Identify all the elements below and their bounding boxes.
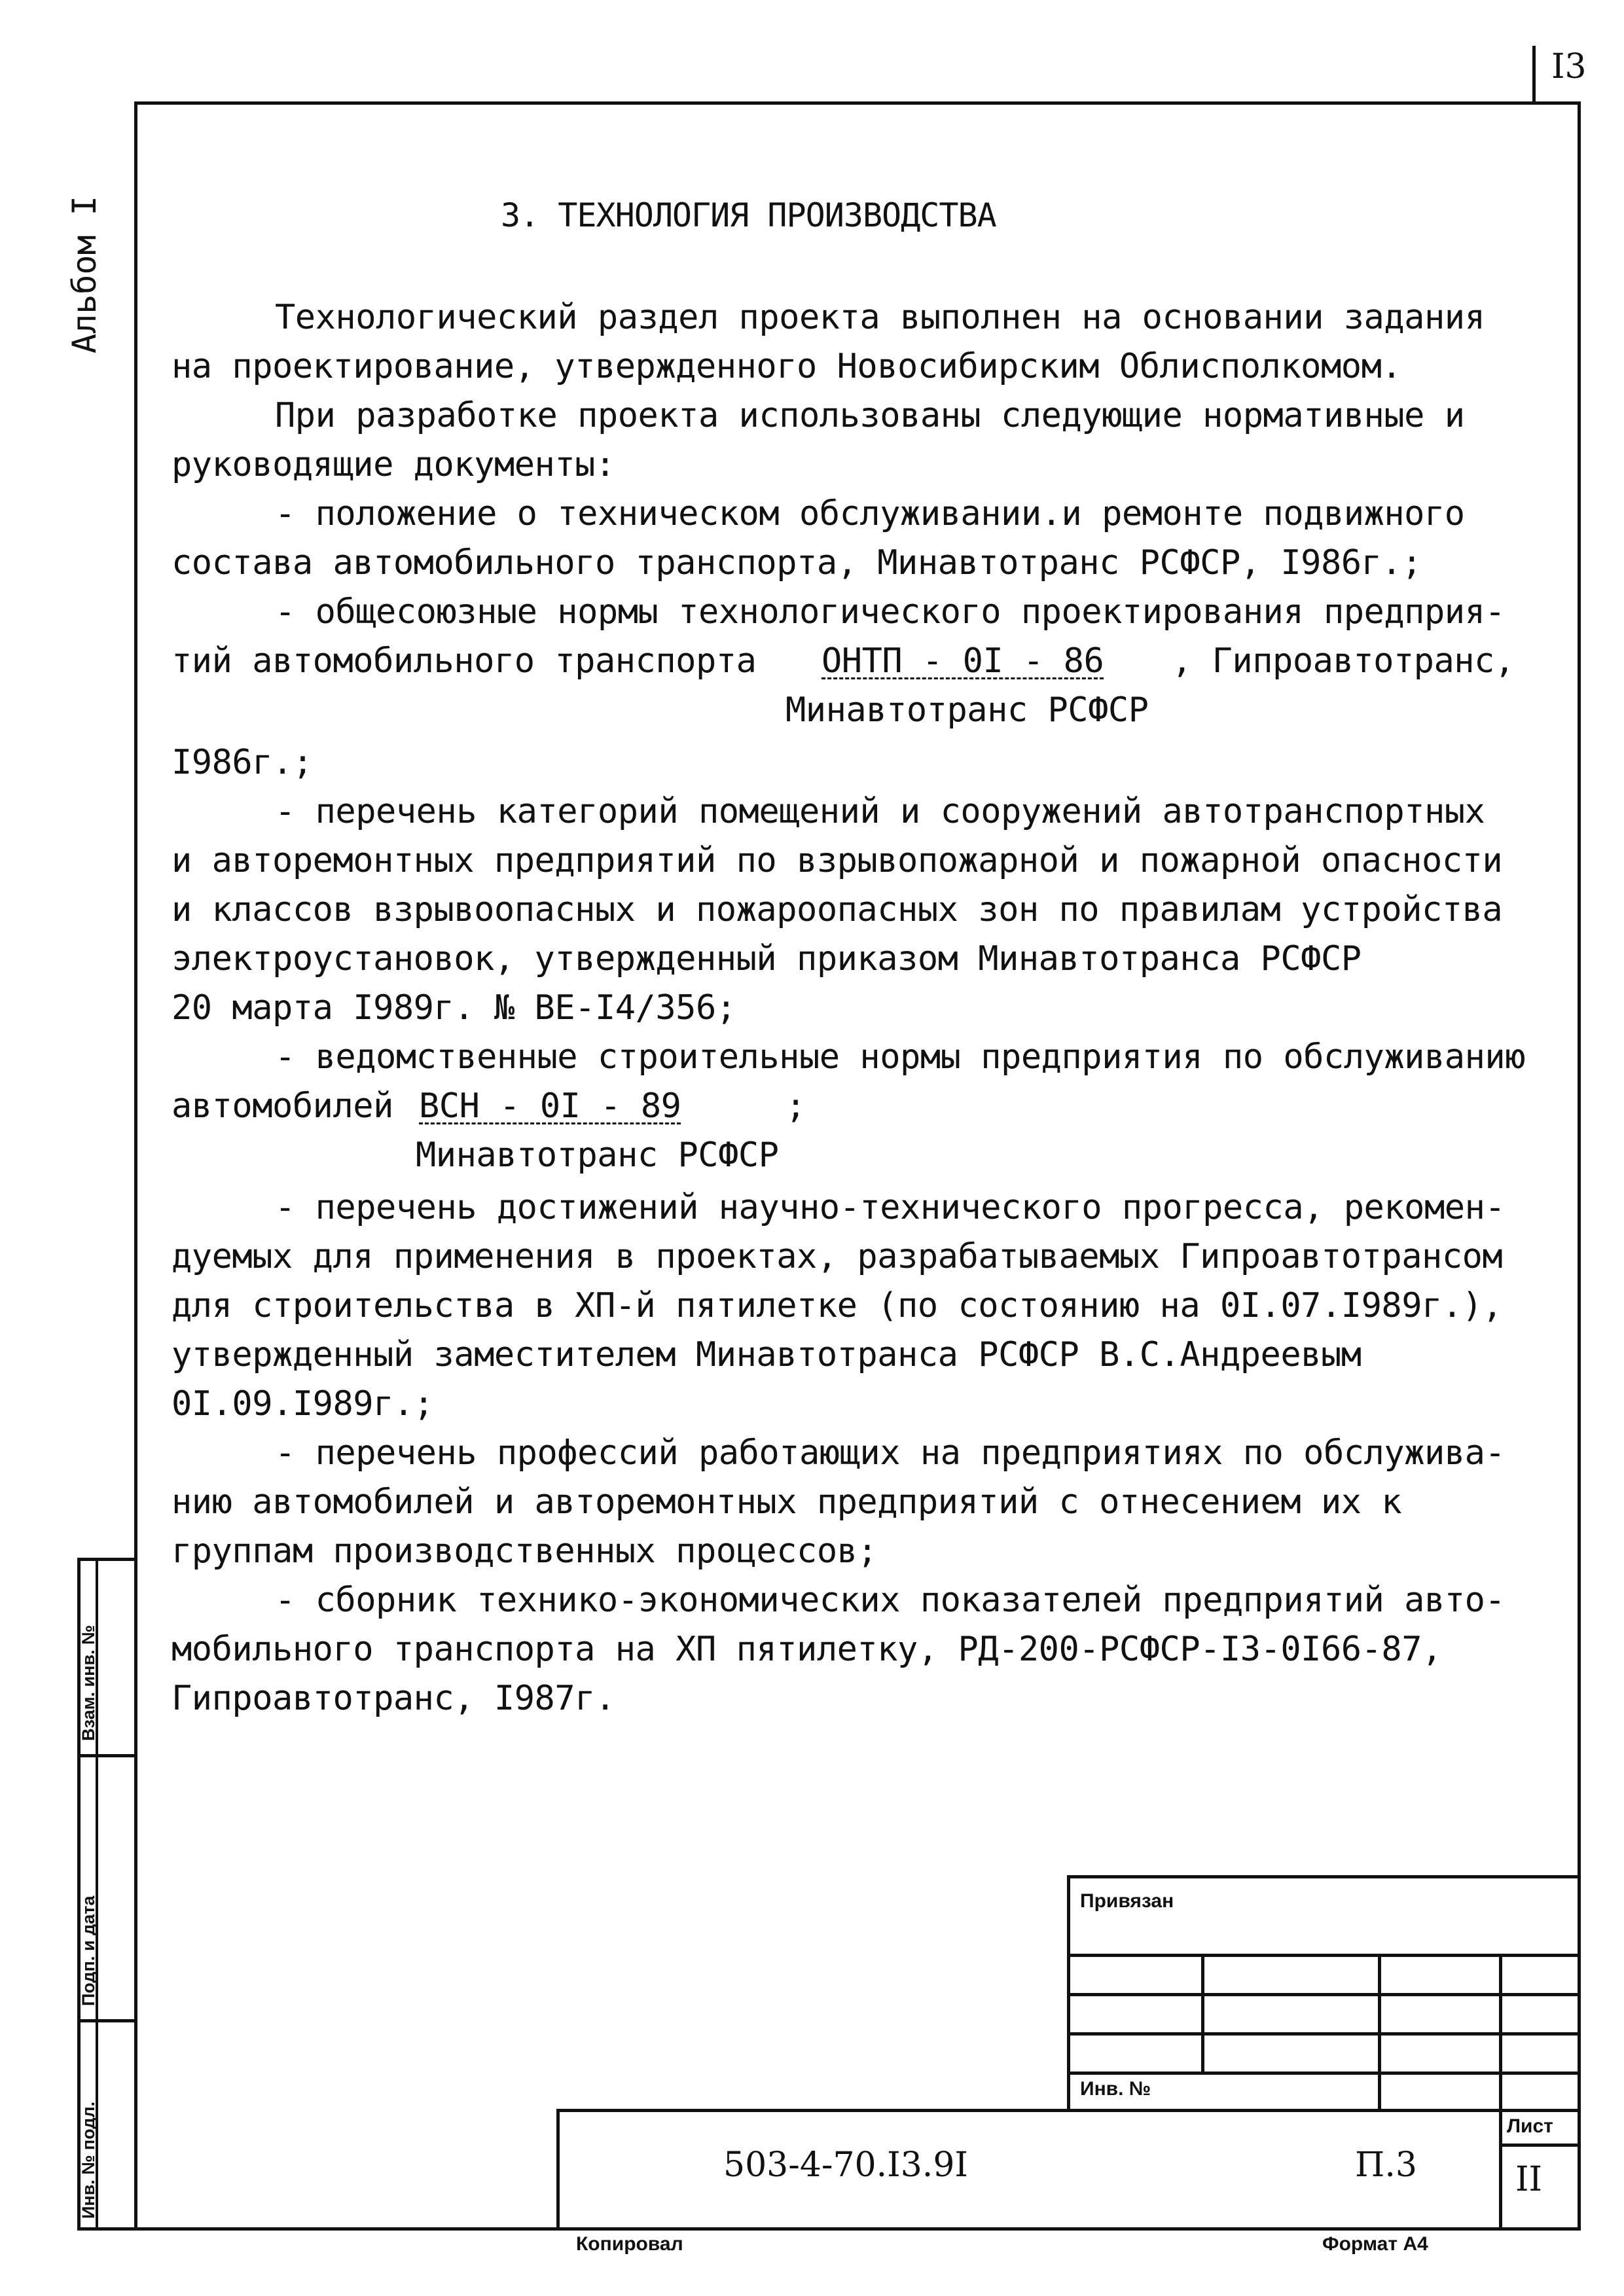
section-code: П.3	[1355, 2145, 1417, 2185]
text-line: состава автомобильного транспорта, Минавтотранс РСФСР, I986г.;	[171, 543, 1422, 583]
text-line: для строительства в ХП-й пятилетке (по состоянию на 0I.07.I989г.),	[171, 1286, 1503, 1325]
text-line: - сборник технико-экономических показателей предприятий авто-	[275, 1581, 1506, 1620]
text-line: - перечень профессий работающих на предприятиях по обслужива-	[275, 1433, 1506, 1473]
sheet-number: II	[1515, 2160, 1543, 2199]
inv-podl-label: Инв. № подл.	[79, 2101, 98, 2219]
stamp-rule	[1067, 1993, 1581, 1996]
text-line: 20 марта I989г. № ВЕ-I4/356;	[171, 988, 736, 1028]
stamp-rule	[556, 2109, 1581, 2112]
inv-no-label: Инв. №	[1080, 2078, 1151, 2100]
stamp-rule	[1067, 1954, 1581, 1957]
text-line: мобильного транспорта на ХП пятилетку, РД-200-РСФСР-I3-0I66-87,	[171, 1630, 1442, 1669]
stamp-rule	[1067, 1875, 1581, 1878]
side-stamp-rule	[77, 2019, 134, 2022]
text-line: на проектирование, утвержденного Новосибирским Облисполкомом.	[171, 347, 1402, 386]
stamp-rule	[1067, 2032, 1581, 2036]
text-line: электроустановок, утвержденный приказом Минавтотранса РСФСР	[171, 939, 1362, 978]
text-line: 0I.09.I989г.;	[171, 1384, 434, 1424]
doc-code: 503-4-70.I3.9I	[723, 2145, 968, 2185]
sheet-label: Лист	[1507, 2115, 1553, 2137]
text-line: автомобилей	[171, 1086, 393, 1126]
side-stamp-rule	[77, 1754, 134, 1757]
stamp-rule	[1499, 1954, 1502, 2229]
text-line: утвержденный заместителем Минавтотранса РСФСР В.С.Андреевым	[171, 1335, 1362, 1374]
stamp-rule	[1378, 1954, 1381, 2111]
album-label: Альбом I	[65, 196, 103, 353]
text-line: , Гипроавтотранс,	[1172, 641, 1515, 681]
text-line: руководящие документы:	[171, 445, 615, 484]
text-line: При разработке проекта использованы следующие нормативные и	[275, 396, 1465, 435]
text-line: I986г.;	[171, 743, 313, 782]
text-line: Гипроавтотранс, I987г.	[171, 1679, 615, 1718]
text-line: ;	[785, 1086, 806, 1126]
text-line: - перечень категорий помещений и сооружений автотранспортных	[275, 792, 1485, 831]
text-line: и авторемонтных предприятий по взрывопожарной и пожарной опасности	[171, 841, 1503, 880]
norm-code-vsn: ВСН - 0I - 89	[419, 1086, 681, 1126]
text-line: дуемых для применения в проектах, разрабатываемых Гипроавтотрансом	[171, 1237, 1503, 1276]
podp-data-label: Подп. и дата	[79, 1895, 98, 2006]
text-line: нию автомобилей и авторемонтных предприятий с отнесением их к	[171, 1482, 1402, 1522]
text-line: - ведомственные строительные нормы предприятия по обслуживанию	[275, 1037, 1526, 1077]
stamp-rule	[1067, 2072, 1581, 2075]
stamp-rule	[1499, 2144, 1581, 2147]
page-number: I3	[1551, 47, 1587, 86]
norm-issuer: Минавтотранс РСФСР	[416, 1136, 779, 1175]
text-line: группам производственных процессов;	[171, 1532, 878, 1571]
stamp-rule	[556, 2109, 560, 2231]
vzam-inv-label: Взам. инв. №	[79, 1624, 98, 1741]
text-line: - положение о техническом обслуживании.и ремонте подвижного	[275, 494, 1465, 533]
copied-label: Копировал	[576, 2233, 683, 2255]
norm-code-ontp: ОНТП - 0I - 86	[821, 641, 1104, 681]
format-label: Формат А4	[1322, 2233, 1428, 2255]
norm-issuer: Минавтотранс РСФСР	[785, 691, 1149, 730]
text-line: Технологический раздел проекта выполнен на основании задания	[275, 298, 1485, 337]
stamp-rule	[1201, 1954, 1204, 2072]
page-number-divider	[1532, 46, 1536, 103]
text-line: - перечень достижений научно-технического прогресса, рекомен-	[275, 1188, 1506, 1227]
privyazan-label: Привязан	[1080, 1890, 1174, 1912]
text-line: тий автомобильного транспорта	[171, 641, 757, 681]
text-line: - общесоюзные нормы технологического проектирования предприя-	[275, 592, 1506, 632]
section-title: 3. ТЕХНОЛОГИЯ ПРОИЗВОДСТВА	[501, 196, 996, 234]
text-line: и классов взрывоопасных и пожароопасных зон по правилам устройства	[171, 890, 1503, 929]
